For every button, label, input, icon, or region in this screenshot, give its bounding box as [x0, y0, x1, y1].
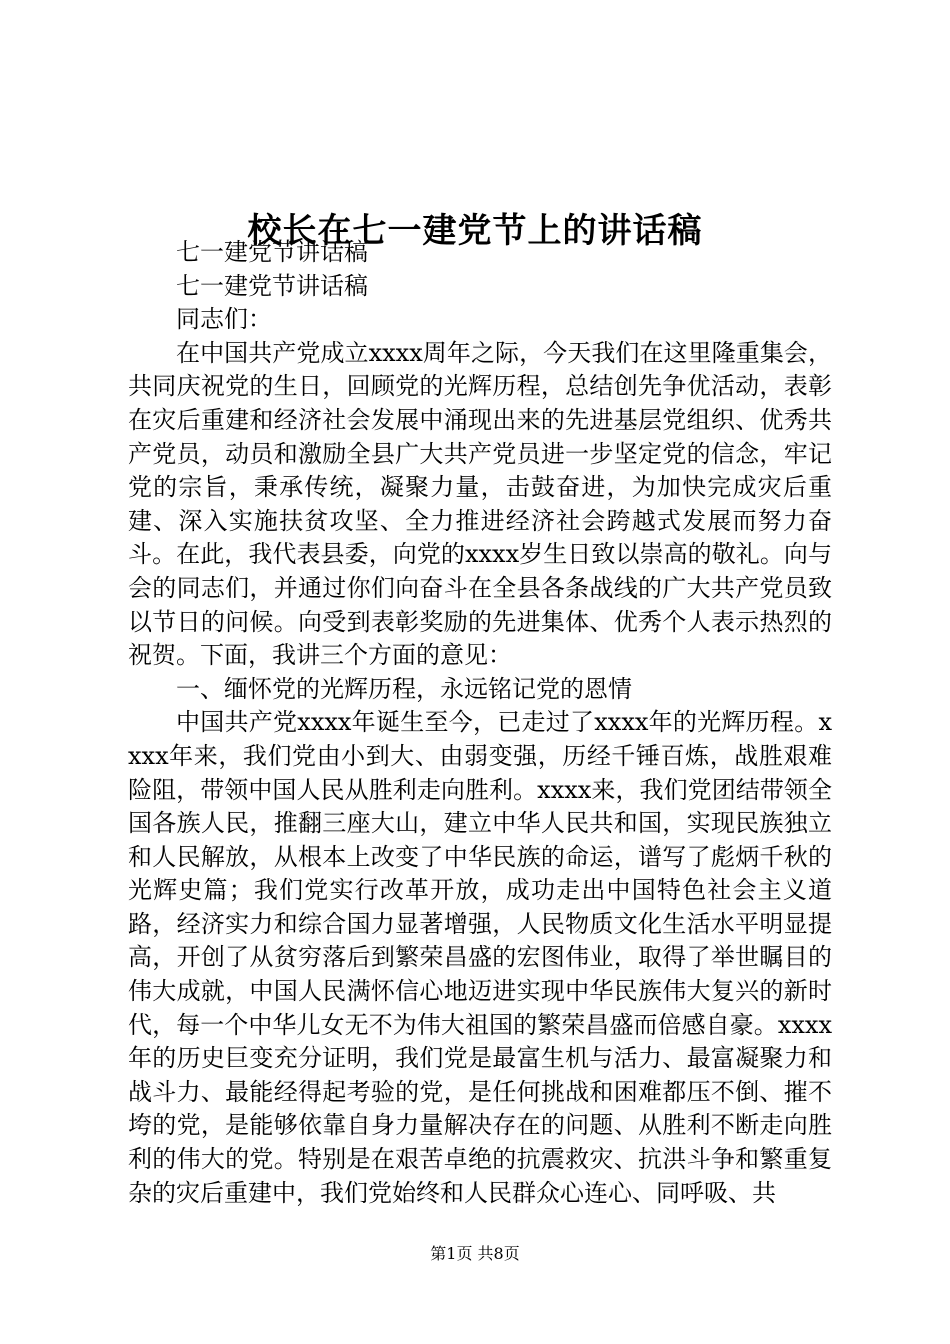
body-paragraph: 在中国共产党成立xxxx周年之际，今天我们在这里隆重集会，共同庆祝党的生日，回顾党的光辉历程，总结创先争优活动，表彰在灾后重建和经济社会发展中涌现出来的先进基层党组织、优秀共产党员，动员和激励全县广大共产党员进一步坚定党的信念，牢记党的宗旨，秉承传统，凝聚力量，击鼓奋进，为加快完成灾后重建、深入实施扶贫攻坚、全力推进经济社会跨越式发展而努力奋斗。在此，我代表县委，向党的xxxx岁生日致以崇高的敬礼。向与会的同志们，并通过你们向奋斗在全县各条战线的广大共产党员致以节日的问候。向受到表彰奖励的先进集体、优秀个人表示热烈的祝贺。下面，我讲三个方面的意见： — [128, 338, 832, 670]
subtitle-line: 七一建党节讲话稿 — [176, 271, 368, 300]
body-paragraph: 中国共产党xxxx年诞生至今，已走过了xxxx年的光辉历程。xxxx年来，我们党由小到大、由弱变强，历经千锤百炼，战胜艰难险阻，带领中国人民从胜利走向胜利。xxxx来，我们党团结带领全国各族人民，推翻三座大山，建立中华人民共和国，实现民族独立和人民解放，从根本上改变了中华民族的命运，谱写了彪炳千秋的光辉史篇；我们党实行改革开放，成功走出中国特色社会主义道路，经济实力和综合国力显著增强，人民物质文化生活水平明显提高，开创了从贫穷落后到繁荣昌盛的宏图伟业，取得了举世瞩目的伟大成就，中国人民满怀信心地迈进实现中华民族伟大复兴的新时代，每一个中华儿女无不为伟大祖国的繁荣昌盛而倍感自豪。xxxx年的历史巨变充分证明，我们党是最富生机与活力、最富凝聚力和战斗力、最能经得起考验的党，是任何挑战和困难都压不倒、摧不垮的党，是能够依靠自身力量解决存在的问题、从胜利不断走向胜利的伟大的党。特别是在艰苦卓绝的抗震救灾、抗洪斗争和繁重复杂的灾后重建中，我们党始终和人民群众心连心、同呼吸、共 — [128, 708, 832, 1207]
salutation: 同志们： — [176, 305, 272, 334]
page-footer: 第1页 共8页 — [430, 1244, 520, 1263]
document-title: 校长在七一建党节上的讲话稿 — [247, 210, 703, 251]
subtitle-line: 七一建党节讲话稿 — [176, 238, 368, 266]
section-heading: 一、缅怀党的光辉历程，永远铭记党的恩情 — [176, 674, 632, 703]
document-body — [128, 236, 832, 1210]
